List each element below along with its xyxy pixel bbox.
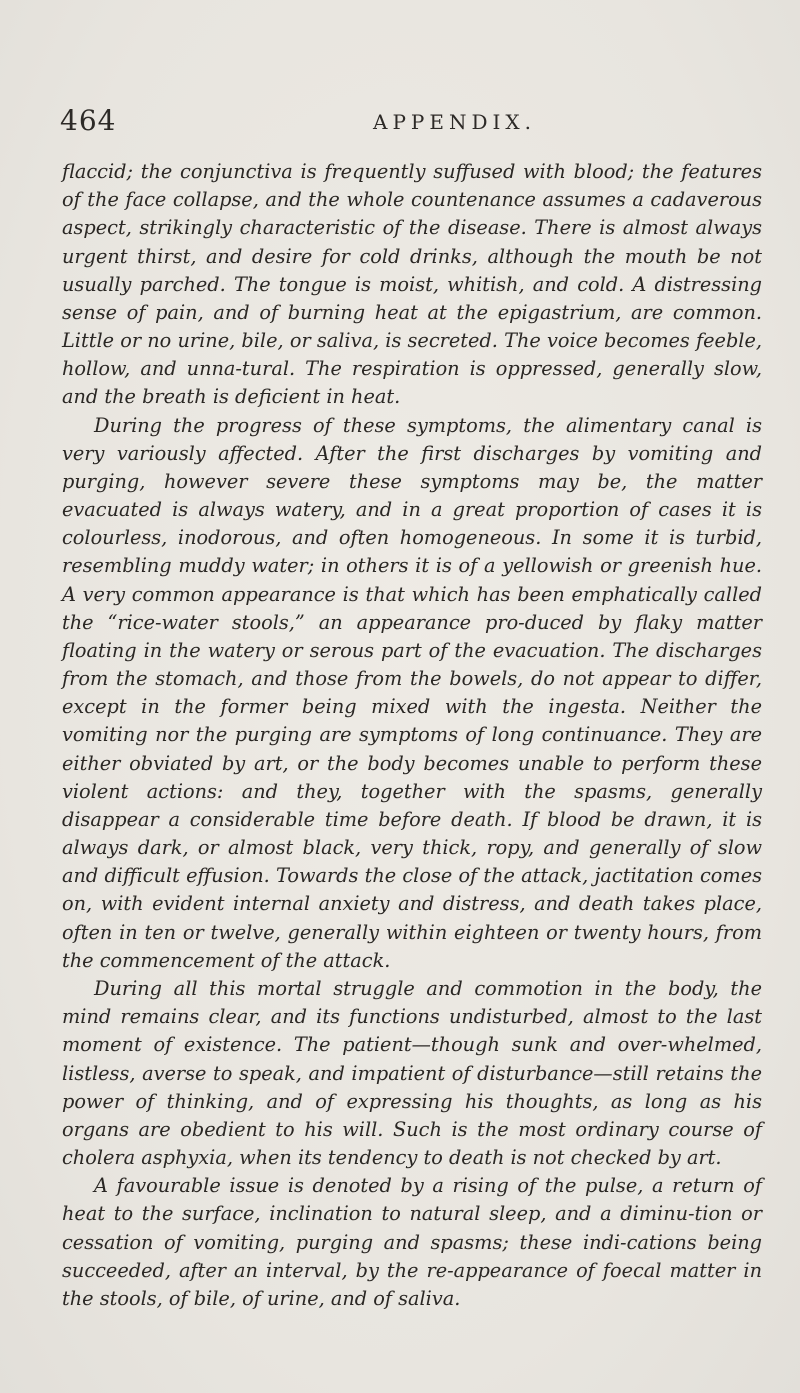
page-header	[60, 104, 760, 144]
paragraph-1: flaccid; the conjunctiva is frequently suffused with blood; the features of the face collapse, and the whole countenance assumes a cadaverous aspect, strikingly characteristic of the disease. There is almost always urgent thirst, and desire for cold drinks, although the mouth be not usually parched. The tongue is moist, whitish, and cold. A distressing sense of pain, and of burning heat at the epigastrium, are common. Little or no urine, bile, or saliva, is secreted. The voice becomes feeble, hollow, and unna-tural. The respiration is oppressed, generally slow, and the breath is deficient in heat.	[62, 160, 762, 409]
page-number: 464	[60, 104, 117, 137]
paragraph-3: During all this mortal struggle and commotion in the body, the mind remains clear, and its functions undisturbed, almost to the last moment of existence. The patient—though sunk and over-whelmed, listless, averse to speak, and impatient of disturbance—still retains the power of thinking, and of expressing his thoughts, as long as his organs are obedient to his will. Such is the most ordinary course of cholera asphyxia, when its tendency to death is not checked by art.	[62, 976, 762, 1170]
body-text	[62, 158, 762, 1313]
running-head: APPENDIX.	[373, 110, 536, 134]
paragraph-2: During the progress of these symptoms, the alimentary canal is very variously affected. After the first discharges by vomiting and purging, however severe these symptoms may be, the matter evacuated is always watery, and in a great proportion of cases it is colourless, inodorous, and often homogeneous. In some it is turbid, resembling muddy water; in others it is of a yellowish or greenish hue. A very common appearance is that which has been emphatically called the “rice-water stools,” an appearance pro-duced by flaky matter floating in the watery or serous part of the evacuation. The discharges from the stomach, and those from the bowels, do not appear to differ, except in the former being mixed with the ingesta. Neither the vomiting nor the purging are symptoms of long continuance. They are either obviated by art, or the body becomes unable to perform these violent actions: and they, together with the spasms, generally disappear a considerable time before death. If blood be drawn, it is always dark, or almost black, very thick, ropy, and generally of slow and difficult effusion. Towards the close of the attack, jactitation comes on, with evident internal anxiety and distress, and death takes place, often in ten or twelve, generally within eighteen or twenty hours, from the commencement of the attack.	[62, 413, 762, 972]
paragraph-4: A favourable issue is denoted by a rising of the pulse, a return of heat to the surface, inclination to natural sleep, and a diminu-tion or cessation of vomiting, purging and spasms; these indi-cations being succeeded, after an interval, by the re-appearance of foecal matter in the stools, of bile, of urine, and of saliva.	[62, 1174, 762, 1310]
